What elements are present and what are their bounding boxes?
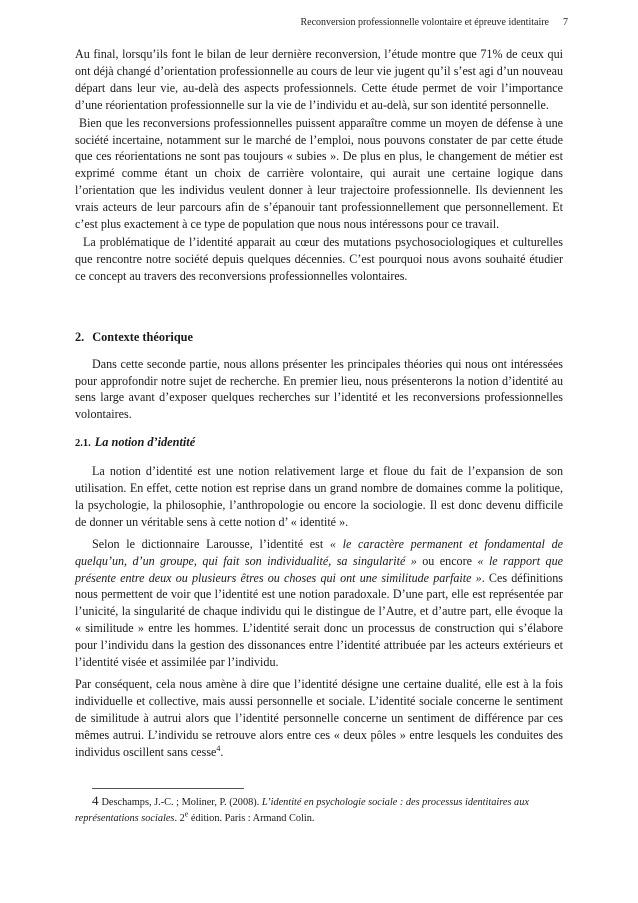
paragraph-dualite	[75, 676, 563, 761]
section-title: Contexte théorique	[92, 329, 193, 344]
dualite-end: .	[220, 744, 224, 759]
paragraph-larousse	[75, 536, 563, 671]
running-header	[300, 17, 568, 28]
page-number: 7	[563, 17, 568, 28]
dualite-text: Par conséquent, cela nous amène à dire que l’identité désigne une certaine dualité, elle est à la fois individuelle et collective, mais aussi personnelle et sociale. L’identité sociale concerne le sentiment de similitude à autrui alors que l’identité personnelle concerne un sentiment de différence par ces mêmes autrui. L’individu se retrouve alors entre ces « deux pôles » entre lesquels les conduites des individus oscillent sans cesse	[75, 677, 563, 759]
footnote	[75, 793, 563, 826]
paragraph-final-bilan: Au final, lorsqu’ils font le bilan de leur dernière reconversion, l’étude montre que 71% de ceux qui ont déjà changé d’orientation professionnelle au cours de leur vie jugent qu’il s’est agi d’un nouveau départ dans leur vie, au-delà des aspects professionnels. Cette étude permet de voir l’importance d’une réorientation professionnelle sur la vie de l’individu et au-delà, sur son identité personnelle.	[75, 47, 563, 112]
footnote-divider	[92, 788, 244, 789]
running-title: Reconversion professionnelle volontaire et épreuve identitaire	[300, 17, 549, 28]
larousse-text-a: Selon le dictionnaire Larousse, l’identité est	[92, 536, 330, 551]
footnote-number: 4	[92, 793, 99, 808]
footnote-title: L’identité en psychologie sociale : des processus identitaires aux représentations sociales	[75, 797, 529, 824]
section-heading-contexte	[75, 329, 563, 346]
page-body	[75, 46, 563, 761]
larousse-text-b: ou encore	[416, 553, 478, 568]
footnote-edition: . 2	[174, 812, 185, 824]
paragraph-problematique: La problématique de l’identité apparait au cœur des mutations psychosociologiques et culturelles que rencontre notre société depuis quelques décennies. C’est pourquoi nous avons souhaité étudier ce concept au travers des reconversions professionnelles volontaires.	[75, 234, 563, 283]
paragraph-reconversions: Bien que les reconversions professionnelles puissent apparaître comme un moyen de défense à une société incertaine, notamment sur le marché de l’emploi, nous pouvons constater de par cette étude que ces réorientations ne sont pas toujours « subies ». De plus en plus, le changement de métier est exprimé comme étant un choix de carrière volontaire, qui aurait une certaine logique dans l’orientation que les individus veulent donner à leur trajectoire professionnelle. Ils deviennent les vrais acteurs de leur parcours afin de s’épanouir tant professionnellement que personnellement. Et c’est plus exactement à ce type de population que nous nous intéressons pour ce travail.	[75, 115, 563, 232]
subsection-title: La notion d’identité	[94, 435, 196, 450]
footnote-edition-sup: e	[184, 809, 189, 819]
larousse-text-c: . Ces définitions nous permettent de voir que l’identité est une notion paradoxale. D’une part, elle est représentée par l’unicité, la singularité de chaque individu qui le distingue de l’Autre, et d’autre part, elle évoque la « similitude » entre les hommes. L’identité serait donc un processus de construction qui s’élabore pour l’individu dans la gestion des dissonances entre l’identité attribuée par les acteurs extérieurs et l’identité visée et assimilée par l’individu.	[75, 570, 563, 670]
subsection-heading-identite	[75, 434, 563, 453]
paragraph-notion-identite: La notion d’identité est une notion relativement large et floue du fait de l’expansion de son utilisation. En effet, cette notion est reprise dans un grand nombre de domaines comme la politique, la psychologie, la philosophie, l’anthropologie ou encore la sociologie. Il est donc devenu difficile de donner un véritable sens à cette notion d’ « identité ».	[75, 464, 563, 529]
footnote-authors: Deschamps, J.-C. ; Moliner, P. (2008).	[101, 797, 262, 808]
subsection-number: 2.1.	[75, 438, 91, 450]
larousse-quote-2: « le rapport que présente entre deux ou plusieurs êtres ou choses qui ont une similitude parfaite »	[75, 553, 563, 585]
section-number: 2.	[75, 329, 85, 344]
paragraph-seconde-partie: Dans cette seconde partie, nous allons présenter les principales théories qui nous ont intéressées pour approfondir notre sujet de recherche. En premier lieu, nous présenterons la notion d’identité au sens large avant d’exposer quelques recherches sur l’identité et les reconversions professionnelles volontaires.	[75, 356, 563, 422]
footnote-reference[interactable]: 4	[216, 743, 221, 753]
larousse-quote-1: « le caractère permanent et fondamental de quelqu’un, d’un groupe, qui fait son individualité, sa singularité »	[75, 536, 563, 568]
footnote-publisher: édition. Paris : Armand Colin.	[188, 812, 315, 824]
